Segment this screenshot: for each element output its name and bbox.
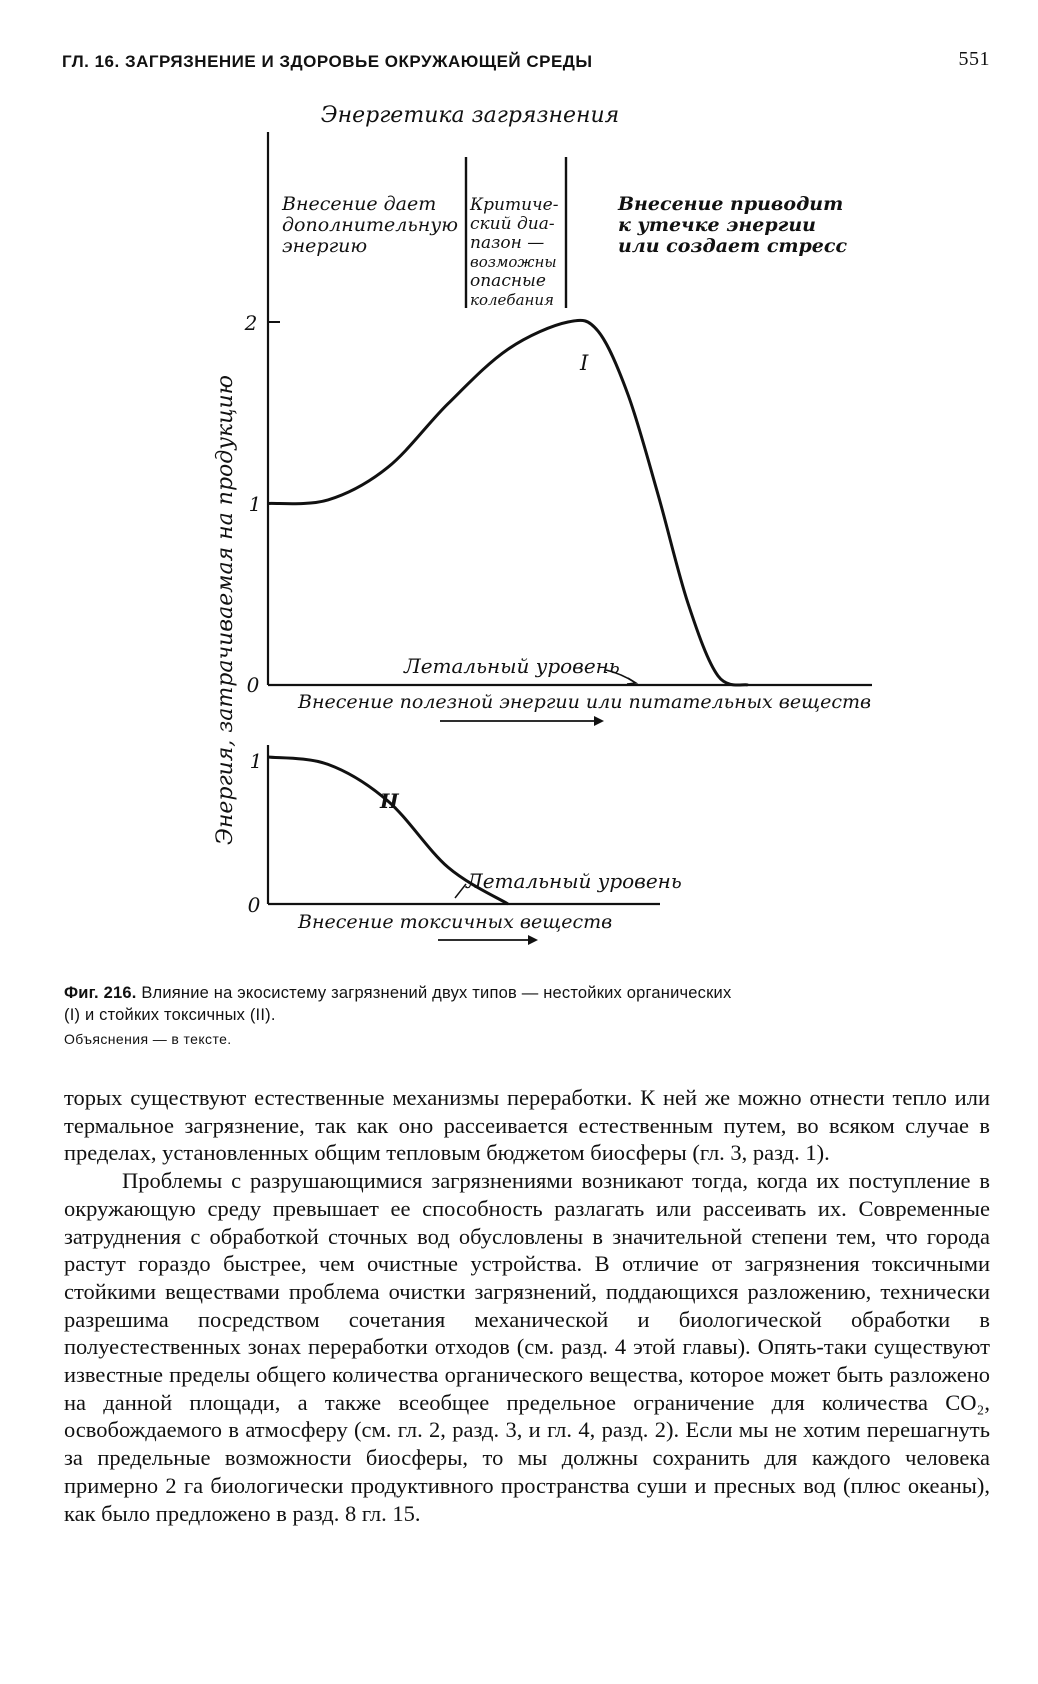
curve-I xyxy=(268,320,748,685)
tick-label-top-1: 1 xyxy=(248,492,262,516)
region-middle-text xyxy=(469,195,559,309)
paragraph-2: Проблемы с разрушающимися загрязнениями возникают тогда, когда их поступление в окружающую среду превышает ее способность разлагать или рассеивать их. Современные затруднения с обработкой сточных вод обусловлены в значительной степени тем, что города растут гораздо быстрее, чем очистные устройства. В отличие от загрязнения токсичными стойкими веществами проблема очистки загрязнений, поддающихся разложению, технически разрешима посредством сочетания механической и биологической обработки в полуестественных зонах переработки отходов (см. разд. 4 этой главы). Опять-таки существуют известные пределы общего количества органического вещества, которое может быть разложено на данной площади, а также всеобщее предельное ограничение для количества CO₂, освобождаемого в атмосферу (см. гл. 2, разд. 3, и гл. 4, разд. 2). Если мы не хотим перешагнуть за предельные возможности биосферы, то мы должны сохранить для каждого человека примерно 2 га биологически продуктивного пространства суши и пресных вод (плюс океаны), как было предложено в разд. 8 гл. 15. xyxy=(64,1168,990,1526)
caption-line-1 xyxy=(64,982,990,1004)
svg-text:энергию: энергию xyxy=(282,235,368,257)
caption-line-2: (I) и стойких токсичных (II). xyxy=(64,1006,276,1024)
chart-title: Энергетика загрязнения xyxy=(320,103,620,128)
caption-text-1: Влияние на экосистему загрязнений двух типов — нестойких органических xyxy=(136,984,732,1002)
tick-label-top-2: 2 xyxy=(244,311,258,335)
figure-caption xyxy=(64,982,990,1050)
svg-text:Внесение приводит: Внесение приводит xyxy=(618,193,844,215)
svg-text:возможны: возможны xyxy=(470,253,557,271)
tick-label-bottom-0: 0 xyxy=(247,893,261,917)
svg-text:Внесение дает: Внесение дает xyxy=(282,193,437,215)
chapter-title: ГЛ. 16. ЗАГРЯЗНЕНИЕ И ЗДОРОВЬЕ ОКРУЖАЮЩЕЙ СРЕДЫ xyxy=(62,52,593,71)
curve-II-label: II xyxy=(380,789,399,813)
figure-number: Фиг. 216. xyxy=(64,984,137,1002)
region-left-text xyxy=(281,193,458,257)
svg-text:дополнительную: дополнительную xyxy=(282,214,458,236)
svg-text:колебания: колебания xyxy=(470,291,554,309)
paragraph-1: торых существуют естественные механизмы переработки. К ней же можно отнести тепло или термальное загрязнение, так как оно рассеивается естественным путем, во всяком случае в пределах, установленных общим тепловым бюджетом биосферы (гл. 3, разд. 1). xyxy=(64,1085,990,1166)
region-right-text xyxy=(617,193,847,257)
x-axis-label-bottom: Внесение токсичных веществ xyxy=(298,911,613,933)
curve-I-label: I xyxy=(580,351,589,375)
caption-note: Объяснения — в тексте. xyxy=(64,1031,232,1047)
svg-text:к утечке энергии: к утечке энергии xyxy=(618,214,816,236)
lethal-pointer-bottom xyxy=(455,884,466,898)
arrow-top-head xyxy=(594,716,604,726)
tick-label-top-0: 0 xyxy=(246,673,260,697)
lethal-level-label-bottom: Летальный уровень xyxy=(466,869,682,893)
lethal-pointer-top-head xyxy=(627,678,636,684)
page-number: 551 xyxy=(958,48,990,70)
arrow-bottom-head xyxy=(528,935,538,945)
svg-text:ский диа-: ский диа- xyxy=(470,214,555,234)
svg-text:пазон —: пазон — xyxy=(470,233,545,253)
svg-text:опасные: опасные xyxy=(470,271,546,291)
lethal-level-label-top: Летальный уровень xyxy=(404,654,620,678)
body-text xyxy=(64,1084,990,1527)
x-axis-label-top: Внесение полезной энергии или питательных веществ xyxy=(298,691,872,713)
svg-text:Критиче-: Критиче- xyxy=(470,195,559,215)
tick-label-bottom-1: 1 xyxy=(249,749,263,773)
y-axis-label: Энергия, затрачиваемая на продукцию xyxy=(213,375,238,845)
svg-text:или создает стресс: или создает стресс xyxy=(618,235,848,257)
